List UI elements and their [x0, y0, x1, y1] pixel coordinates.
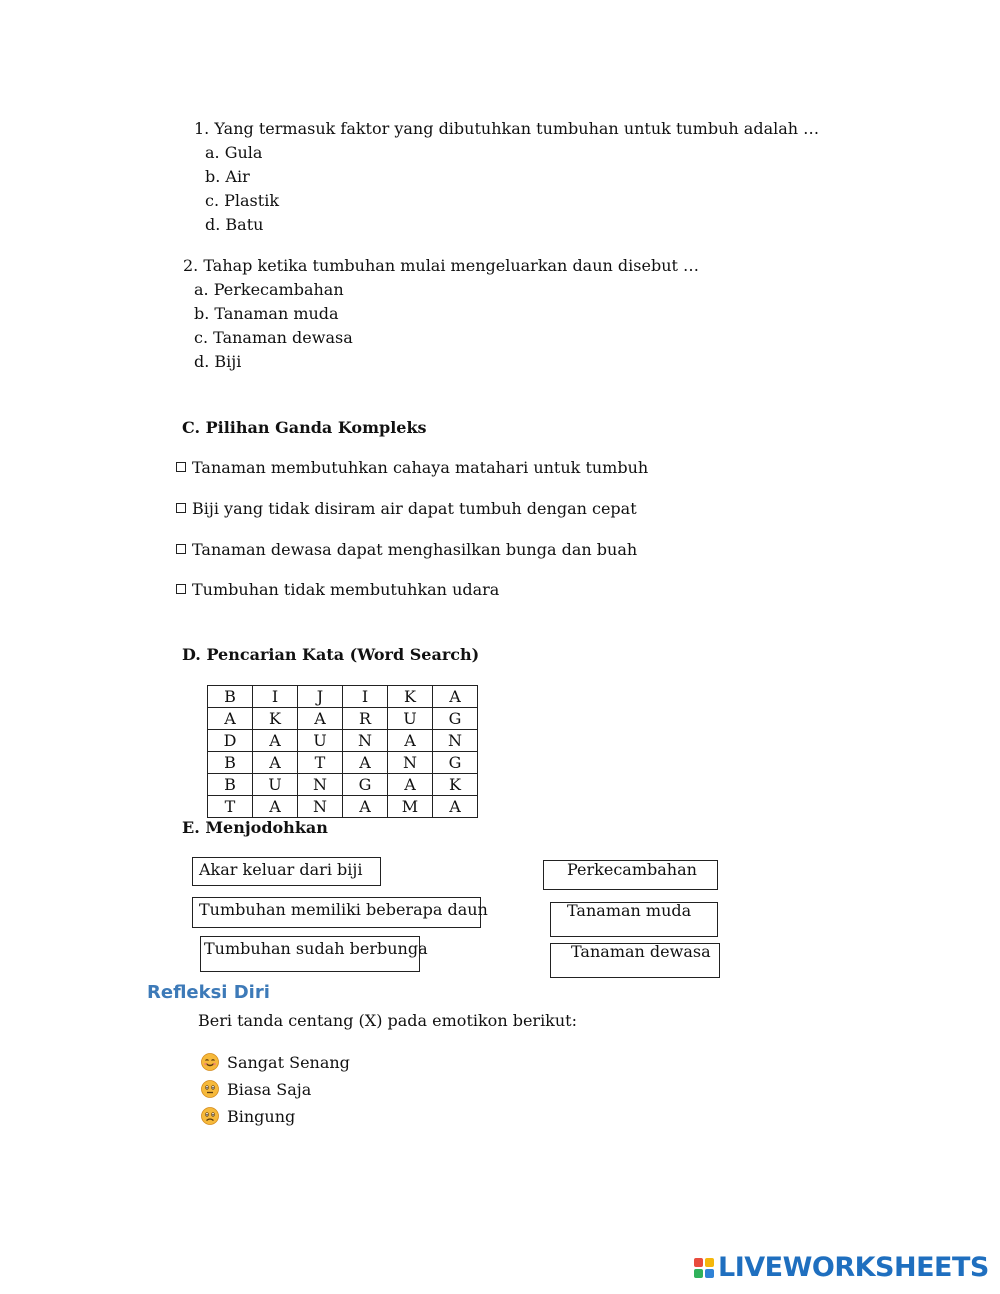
checkbox[interactable]: [176, 544, 186, 554]
grid-cell[interactable]: T: [298, 752, 343, 774]
grid-cell[interactable]: G: [343, 774, 388, 796]
grid-row: [208, 752, 478, 774]
grid-cell[interactable]: A: [253, 730, 298, 752]
q2-option-b[interactable]: b. Tanaman muda: [194, 304, 339, 323]
grid-cell[interactable]: K: [253, 708, 298, 730]
emotion-option-neutral[interactable]: [201, 1080, 311, 1100]
grid-cell[interactable]: G: [433, 752, 478, 774]
checkbox[interactable]: [176, 584, 186, 594]
emotion-option-happy[interactable]: [201, 1053, 350, 1073]
q2-option-a[interactable]: a. Perkecambahan: [194, 280, 344, 299]
grid-cell[interactable]: N: [433, 730, 478, 752]
grid-cell[interactable]: J: [298, 686, 343, 708]
grid-cell[interactable]: K: [388, 686, 433, 708]
grid-cell[interactable]: U: [388, 708, 433, 730]
grid-cell[interactable]: B: [208, 774, 253, 796]
liveworksheets-logo: [694, 1252, 989, 1283]
question-1-text: 1. Yang termasuk faktor yang dibutuhkan tumbuhan untuk tumbuh adalah …: [194, 119, 820, 138]
q1-option-d[interactable]: d. Batu: [205, 215, 264, 234]
brand-name: LIVEWORKSHEETS: [718, 1252, 989, 1283]
q1-option-a[interactable]: a. Gula: [205, 143, 263, 162]
q1-option-c[interactable]: c. Plastik: [205, 191, 280, 210]
emotion-label: Biasa Saja: [227, 1080, 312, 1099]
grid-cell[interactable]: A: [208, 708, 253, 730]
complex-choice-label: Tanaman dewasa dapat menghasilkan bunga dan buah: [192, 540, 638, 559]
emotion-label: Bingung: [227, 1107, 296, 1126]
question-2-text: 2. Tahap ketika tumbuhan mulai mengeluarkan daun disebut …: [183, 256, 700, 275]
q2-option-d[interactable]: d. Biji: [194, 352, 242, 371]
section-d-title: D. Pencarian Kata (Word Search): [182, 645, 480, 664]
reflection-title: Refleksi Diri: [147, 982, 270, 1003]
grid-row: [208, 730, 478, 752]
grid-cell[interactable]: R: [343, 708, 388, 730]
grid-cell[interactable]: U: [253, 774, 298, 796]
grid-cell[interactable]: M: [388, 796, 433, 818]
neutral-face-icon[interactable]: [201, 1080, 219, 1098]
complex-choice-label: Tanaman membutuhkan cahaya matahari untuk tumbuh: [192, 458, 649, 477]
grid-cell[interactable]: A: [253, 796, 298, 818]
grid-cell[interactable]: B: [208, 752, 253, 774]
q2-option-c[interactable]: c. Tanaman dewasa: [194, 328, 353, 347]
grid-cell[interactable]: B: [208, 686, 253, 708]
grid-cell[interactable]: N: [298, 796, 343, 818]
grid-cell[interactable]: A: [253, 752, 298, 774]
match-right-1[interactable]: Perkecambahan: [543, 860, 718, 890]
complex-choice-item[interactable]: [176, 458, 648, 478]
grid-cell[interactable]: N: [343, 730, 388, 752]
smiling-face-icon[interactable]: [201, 1053, 219, 1071]
match-left-1[interactable]: Akar keluar dari biji: [192, 857, 381, 886]
grid-cell[interactable]: A: [388, 730, 433, 752]
grid-cell[interactable]: U: [298, 730, 343, 752]
match-left-3[interactable]: Tumbuhan sudah berbunga: [200, 936, 420, 972]
word-search-grid[interactable]: [207, 685, 478, 818]
grid-cell[interactable]: I: [253, 686, 298, 708]
grid-row: [208, 796, 478, 818]
emotion-label: Sangat Senang: [227, 1053, 350, 1072]
complex-choice-label: Biji yang tidak disiram air dapat tumbuh dengan cepat: [192, 499, 637, 518]
confused-face-icon[interactable]: [201, 1107, 219, 1125]
grid-cell[interactable]: D: [208, 730, 253, 752]
match-right-2[interactable]: Tanaman muda: [550, 902, 718, 937]
grid-cell[interactable]: G: [433, 708, 478, 730]
grid-cell[interactable]: A: [388, 774, 433, 796]
grid-cell[interactable]: A: [343, 796, 388, 818]
complex-choice-item[interactable]: [176, 580, 499, 600]
match-left-2[interactable]: Tumbuhan memiliki beberapa daun: [192, 897, 481, 928]
logo-mark-icon: [694, 1258, 714, 1278]
grid-cell[interactable]: N: [298, 774, 343, 796]
section-e-title: E. Menjodohkan: [182, 818, 328, 837]
grid-cell[interactable]: A: [298, 708, 343, 730]
grid-cell[interactable]: A: [433, 686, 478, 708]
checkbox[interactable]: [176, 462, 186, 472]
grid-row: [208, 686, 478, 708]
complex-choice-label: Tumbuhan tidak membutuhkan udara: [192, 580, 500, 599]
section-c-title: C. Pilihan Ganda Kompleks: [182, 418, 427, 437]
q1-option-b[interactable]: b. Air: [205, 167, 250, 186]
match-right-3[interactable]: Tanaman dewasa: [550, 943, 720, 978]
grid-cell[interactable]: A: [433, 796, 478, 818]
emotion-option-confused[interactable]: [201, 1107, 295, 1127]
grid-row: [208, 774, 478, 796]
complex-choice-item[interactable]: [176, 499, 637, 519]
grid-cell[interactable]: T: [208, 796, 253, 818]
complex-choice-item[interactable]: [176, 540, 637, 560]
grid-cell[interactable]: N: [388, 752, 433, 774]
grid-cell[interactable]: A: [343, 752, 388, 774]
reflection-instruction: Beri tanda centang (X) pada emotikon berikut:: [198, 1011, 577, 1030]
grid-cell[interactable]: K: [433, 774, 478, 796]
grid-row: [208, 708, 478, 730]
checkbox[interactable]: [176, 503, 186, 513]
grid-cell[interactable]: I: [343, 686, 388, 708]
